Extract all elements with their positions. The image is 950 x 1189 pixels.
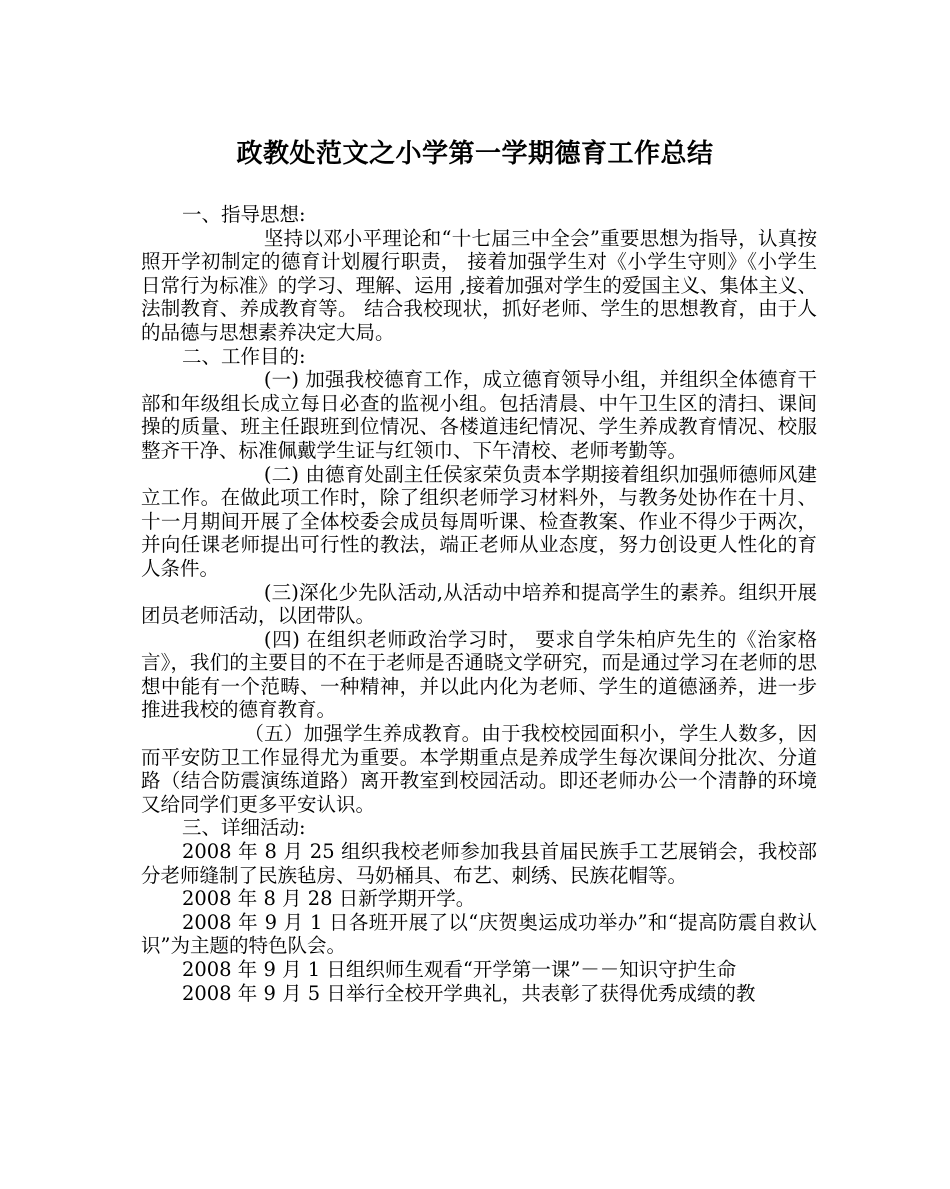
paragraph-goal-2: (二) 由德育处副主任侯家荣负责本学期接着组织加强师德师风建立工作。在做此项工作时，除了组织老师学习材料外，与教务处协作在十月、十一月期间开展了全体校委会成员每周听课、检查教案、作业不得少于两次，并向任课老师提出可行性的教法，端正老师从业态度，努力创设更人性化的育人条件。: [141, 462, 817, 580]
paragraph-activity-3: 2008 年 9 月 1 日各班开展了以“庆贺奥运成功举办”和“提高防震自救认识”为主题的特色队会。: [141, 910, 817, 958]
paragraph-goal-3: (三)深化少先队活动,从活动中培养和提高学生的素养。组织开展团员老师活动，以团带队。: [141, 580, 817, 628]
paragraph-activity-4: 2008 年 9 月 1 日组织师生观看“开学第一课”－－知识守护生命: [181, 958, 737, 981]
paragraph-goal-4: (四) 在组织老师政治学习时， 要求自学朱柏庐先生的《治家格言》，我们的主要目的不在于老师是否通晓文学研究，而是通过学习在老师的思想中能有一个范畴、一种精神，并以此内化为老师、学生的道德涵养，进一步推进我校的德育教育。: [141, 627, 817, 722]
section-heading-activities: 三、详细活动:: [181, 816, 306, 840]
paragraph-goal-1: (一) 加强我校德育工作，成立德育领导小组，并组织全体德育干部和年级组长成立每日必查的监视小组。包括清晨、中午卫生区的清扫、课间操的质量、班主任跟班到位情况、各楼道违纪情况、学生养成教育情况、校服整齐干净、标准佩戴学生证与红领巾、下午清校、老师考勤等。: [141, 368, 817, 462]
document-body: [141, 203, 817, 1005]
section-heading-work-goals: 二、工作目的:: [181, 344, 306, 368]
document-title: 政教处范文之小学第一学期德育工作总结: [236, 139, 714, 169]
paragraph-guiding-thought: 坚持以邓小平理论和“十七届三中全会”重要思想为指导，认真按照开学初制定的德育计划履行职责， 接着加强学生对《小学生守则》《小学生日常行为标准》的学习、理解、运用 ,接着加强对学生的爱国主义、集体主义、法制教育、养成教育等。 结合我校现状，抓好老师、学生的思想教育，由于人的品德与思想素养决定大局。: [141, 226, 817, 344]
section-heading-guiding-thought: 一、指导思想:: [181, 203, 306, 226]
paragraph-goal-5: （五）加强学生养成教育。由于我校校园面积小，学生人数多，因而平安防卫工作显得尤为重要。本学期重点是养成学生每次课间分批次、分道路（结合防震演练道路）离开教室到校园活动。即还老师办公一个清静的环境又给同学们更多平安认识。: [141, 722, 817, 816]
paragraph-activity-1: 2008 年 8 月 25 组织我校老师参加我县首届民族手工艺展销会，我校部分老师缝制了民族毡房、马奶桶具、布艺、刺绣、民族花帽等。: [141, 840, 817, 887]
paragraph-activity-2: 2008 年 8 月 28 日新学期开学。: [181, 887, 476, 911]
paragraph-activity-5: 2008 年 9 月 5 日举行全校开学典礼，共表彰了获得优秀成绩的教: [181, 981, 756, 1005]
